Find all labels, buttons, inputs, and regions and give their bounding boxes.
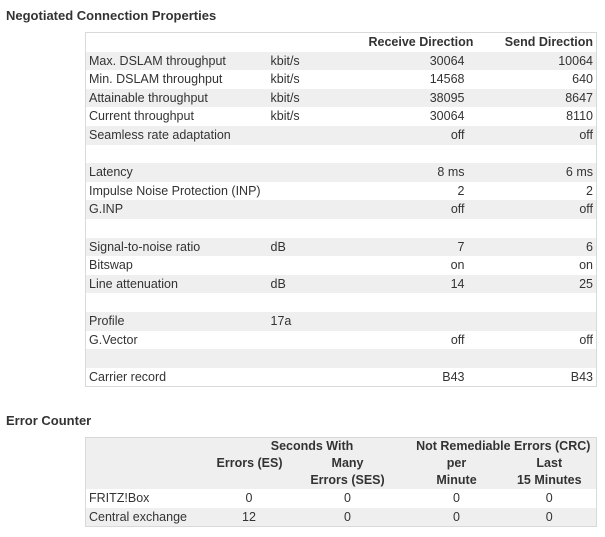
row-send-value: 640 (572, 72, 593, 87)
table-row (86, 238, 597, 257)
table-row (86, 145, 597, 164)
row-receive-value: 7 (457, 239, 465, 254)
row-receive-value (366, 312, 468, 331)
row-label: Impulse Noise Protection (INP) (89, 183, 261, 198)
row-unit (268, 219, 366, 238)
header-send-direction: Send Direction (504, 35, 593, 49)
row-unit (268, 368, 366, 387)
table-row (86, 70, 597, 89)
row-receive-value: 8 ms (437, 165, 465, 180)
table-row (86, 200, 597, 219)
header-receive-direction: Receive Direction (368, 35, 474, 49)
header-empty (86, 33, 268, 52)
header-not-remediable-errors: Not Remediable Errors (CRC) (416, 439, 591, 453)
header-errors-es (214, 455, 285, 472)
header-text: Errors (SES) (310, 473, 385, 487)
header-many-errors-ses-2 (285, 472, 411, 489)
row-unit (268, 163, 366, 182)
row-errors-es: 12 (242, 509, 256, 524)
header-text: Errors (ES) (216, 456, 283, 470)
row-label: Current throughput (89, 109, 194, 124)
row-receive-value: 2 (457, 183, 465, 198)
header-seconds-with: Seconds With (270, 439, 354, 453)
row-errors-es: 0 (245, 491, 253, 505)
header-empty (268, 33, 366, 52)
row-label (86, 293, 268, 312)
row-unit: kbit/s (270, 90, 300, 105)
table-row (86, 275, 597, 294)
table-row (86, 182, 597, 201)
row-label: Min. DSLAM throughput (89, 72, 223, 87)
row-label: Profile (89, 313, 125, 328)
table-row (86, 107, 597, 126)
row-label: Max. DSLAM throughput (89, 53, 226, 68)
table-row (86, 293, 597, 312)
table-header-row (86, 438, 597, 456)
row-send-value: 6 ms (565, 165, 593, 180)
row-receive-value (366, 349, 468, 368)
row-send-value: 6 (586, 239, 593, 254)
row-receive-value: off (450, 202, 465, 217)
row-receive-value: on (450, 258, 465, 273)
row-receive-value (366, 293, 468, 312)
row-receive-value (366, 145, 468, 164)
row-send-value: 2 (586, 183, 593, 198)
row-label: G.Vector (89, 332, 138, 347)
row-label (86, 219, 268, 238)
row-label: Signal-to-noise ratio (89, 239, 201, 254)
row-many-errors-ses: 0 (344, 491, 351, 505)
row-unit (268, 331, 366, 350)
table-row (86, 163, 597, 182)
header-empty (86, 472, 214, 489)
row-send-value: 8110 (566, 109, 593, 124)
row-send-value: 10064 (558, 53, 593, 68)
row-label (86, 145, 268, 164)
table-row (86, 489, 597, 508)
row-unit (268, 145, 366, 164)
row-last-15-minutes: 0 (545, 509, 553, 524)
table-row (86, 368, 597, 387)
header-per-minute (411, 455, 503, 472)
header-per-minute-2 (411, 472, 503, 489)
row-unit: kbit/s (270, 72, 300, 87)
row-per-minute: 0 (453, 491, 460, 505)
row-label: Line attenuation (89, 276, 178, 291)
table-row (86, 331, 597, 350)
row-receive-value: 30064 (429, 53, 465, 68)
table-header-row (86, 33, 597, 52)
section-title-error-counter: Error Counter (6, 413, 92, 428)
row-label: Central exchange (89, 509, 187, 524)
row-send-value (468, 293, 597, 312)
row-unit: dB (270, 239, 286, 254)
row-receive-value (366, 219, 468, 238)
error-counter-table (85, 437, 597, 527)
row-send-value: B43 (570, 369, 593, 384)
row-send-value (468, 219, 597, 238)
header-text: Last (536, 456, 563, 470)
table-row (86, 508, 597, 527)
row-send-value (468, 312, 597, 331)
row-unit: dB (270, 276, 286, 291)
row-many-errors-ses: 0 (344, 509, 351, 524)
row-send-value: off (579, 127, 593, 142)
row-label: G.INP (89, 202, 124, 217)
header-last-15-minutes-2 (503, 472, 597, 489)
row-unit (268, 293, 366, 312)
row-unit: kbit/s (270, 53, 300, 68)
table-row (86, 52, 597, 71)
row-send-value: off (579, 202, 593, 217)
table-row (86, 126, 597, 145)
row-receive-value: 30064 (429, 109, 465, 124)
row-send-value: off (579, 332, 593, 347)
row-per-minute: 0 (453, 509, 460, 524)
row-send-value: on (579, 258, 593, 273)
header-empty (86, 455, 214, 472)
header-text: 15 Minutes (516, 473, 582, 487)
header-text: Minute (436, 473, 477, 487)
table-row (86, 256, 597, 275)
row-label: FRITZ!Box (89, 491, 150, 505)
row-label (86, 349, 268, 368)
header-many-errors-ses (285, 455, 411, 472)
row-send-value: 8647 (565, 90, 593, 105)
row-send-value (468, 145, 597, 164)
row-last-15-minutes: 0 (545, 491, 553, 505)
header-empty (214, 472, 285, 489)
row-receive-value: 14568 (429, 72, 465, 87)
row-send-value: 25 (579, 276, 593, 291)
row-receive-value: 38095 (429, 90, 465, 105)
row-label: Seamless rate adaptation (89, 127, 231, 142)
row-receive-value: 14 (450, 276, 465, 291)
row-unit (268, 182, 366, 201)
row-receive-value: off (450, 332, 465, 347)
row-send-value (468, 349, 597, 368)
header-text: Many (331, 456, 364, 470)
table-row (86, 219, 597, 238)
row-unit (268, 349, 366, 368)
row-unit (268, 126, 366, 145)
header-empty (86, 438, 214, 456)
row-receive-value: B43 (442, 369, 465, 384)
row-unit: 17a (270, 313, 292, 328)
table-header-row (86, 472, 597, 489)
row-receive-value: off (450, 127, 465, 142)
table-row (86, 89, 597, 108)
row-label: Latency (89, 165, 133, 180)
row-label: Carrier record (89, 369, 167, 384)
row-label: Bitswap (89, 258, 133, 273)
section-title-connection-properties: Negotiated Connection Properties (6, 8, 217, 23)
table-row (86, 312, 597, 331)
connection-properties-table (85, 32, 597, 387)
row-unit (268, 200, 366, 219)
row-label: Attainable throughput (89, 90, 208, 105)
row-unit (268, 256, 366, 275)
table-header-row (86, 455, 597, 472)
header-last-15-minutes (503, 455, 597, 472)
header-text: per (446, 456, 467, 470)
table-row (86, 349, 597, 368)
row-unit: kbit/s (270, 109, 300, 124)
